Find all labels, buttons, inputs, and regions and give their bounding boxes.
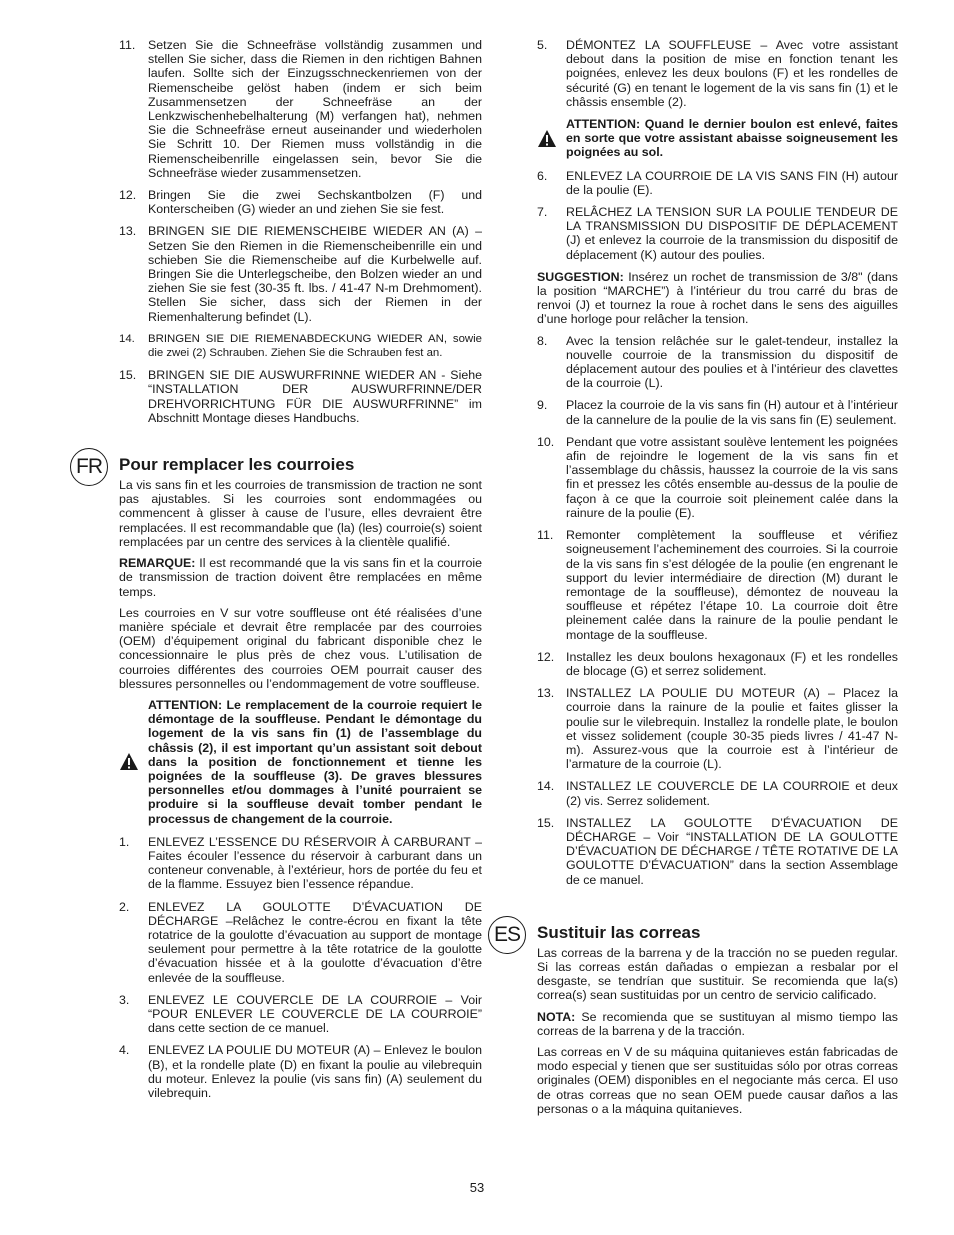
suggestion-text: Insérez un rochet de transmission de 3/8" (dans la position “MARCHE”) à l’intérieur du trou carré du bras de renvoi (J) et tournez la roue à rochet dans le sens des aiguilles d’une horloge pour relâcher la tension.: [537, 269, 898, 327]
item-text: Remonter complètement la souffleuse et vérifiez soigneusement l’acheminement des courroies. Si la courroie de la vis sans fin s’est délogée de la poulie (en engrenant le support du levier intermédiaire de direction (M) durant le remontage de la souffleuse), démontez de nouveau la souffleuse et répétez l’étape 10. La courroie doit être pleinement calée dans la rainure de la poulie pendant le montage de la souffleuse.: [566, 528, 898, 642]
warning-block: [537, 117, 898, 160]
item-text: ENLEVEZ L’ESSENCE DU RÉSERVOIR À CARBURANT – Faites écouler l’essence du réservoir à carburant dans un conteneur convenable, à l’extérieur, hors de portée du feu et de la flamme. Essuyez bien l’essence répandue.: [148, 834, 482, 892]
item-number: 7.: [537, 205, 548, 220]
warning-text: ATTENTION: Quand le dernier boulon est enlevé, faites en sorte que votre assistant abaisse soigneusement les poignées au sol.: [566, 117, 898, 160]
right-column: [493, 38, 898, 1123]
item-text: Avec la tension relâchée sur le galet-tendeur, installez la nouvelle courroie de la transmission du dispositif de déplacement autour des poulies et à l’intérieur des clavettes de la courroie (L).: [566, 333, 898, 391]
item-text: ENLEVEZ LA POULIE DU MOTEUR (A) – Enlevez le boulon (B), et la rondelle plate (D) en fixant la poulie au vilebrequin du moteur. Enlevez la poulie (vis sans fin) (A) seulement du vilebrequin.: [148, 1043, 482, 1100]
section-header-es: [493, 922, 898, 946]
language-badge-fr: FR: [70, 448, 108, 486]
item-text: INSTALLEZ LE COUVERCLE DE LA COURROIE et deux (2) vis. Serrez solidement.: [566, 779, 898, 808]
list-item: [119, 835, 482, 892]
item-number: 14.: [119, 332, 135, 345]
item-number: 6.: [537, 168, 548, 183]
warning-block: [119, 698, 482, 826]
note-text: Se recomienda que se sustituyan al mismo tiempo las correas de la barrena y de la tracción.: [537, 1009, 898, 1038]
paragraph-suggestion: [537, 270, 898, 327]
item-number: 12.: [119, 188, 137, 203]
item-text: ENLEVEZ LA COURROIE DE LA VIS SANS FIN (H) autour de la poulie (E).: [566, 168, 898, 197]
list-item: [119, 368, 482, 425]
note-label: NOTA:: [537, 1009, 576, 1024]
list-item: [537, 334, 898, 391]
note-label: REMARQUE:: [119, 556, 196, 571]
warning-text: ATTENTION: Le remplacement de la courroie requiert le démontage de la souffleuse. Pendant le démontage du logement de la vis sans fin (1) de l’assemblage du châssis (2), il est important qu’un assistant soit debout dans la position de fonctionnement et tienne les poignées de la souffleuse (3). De graves blessures personnelles et/ou dommages à l’unité pourraient se produire si la souffleuse devait tomber pendant le processus de changement de la courroie.: [148, 697, 482, 826]
item-text: Pendant que votre assistant soulève lentement les poignées afin de rejoindre le logement de la vis sans fin et l’assemblage du châssis, haussez la courroie de la vis sans fin et pressez les côtés ensemble au-dessus de la poulie de façon à ce que la courroie soit pleinement calée dans la rainure de la poulie (E).: [566, 434, 898, 520]
paragraph-note: [537, 1010, 898, 1038]
list-item: [537, 398, 898, 426]
item-number: 15.: [119, 368, 137, 383]
list-item: [537, 435, 898, 520]
item-number: 14.: [537, 779, 555, 794]
paragraph-note: [119, 556, 482, 599]
list-item: [119, 224, 482, 323]
list-item: [119, 188, 482, 216]
item-number: 4.: [119, 1043, 130, 1058]
list-item: [537, 816, 898, 887]
item-number: 11.: [537, 528, 554, 543]
list-item: [537, 169, 898, 197]
list-item: [537, 38, 898, 109]
item-text: Setzen Sie die Schneefräse vollständig zusammen und stellen Sie sicher, dass die Riemen in den richtigen Bahnen laufen. Sollte sich der Einzugsschneckenriemen von der Riemenscheibe gelöst haben (indem er sich beim Zusammensetzen der Schneefräse an der Lenkzwischenhebelhalterung (M) verfangen hat), nehmen Sie die Schneefräse erneut auseinander und wiederholen Sie Schritt 10. Der Riemen muss vollständig in die Riemenscheibenrille eingelassen sein, bevor Sie die Schneefräse wieder zusammensetzen.: [148, 38, 482, 180]
list-item: [537, 779, 898, 807]
item-number: 13.: [119, 224, 137, 239]
list-item: [119, 900, 482, 985]
item-text: Installez les deux boulons hexagonaux (F) et les rondelles de blocage (G) et serrez solidement.: [566, 649, 898, 678]
list-item: [537, 650, 898, 678]
item-number: 9.: [537, 398, 548, 413]
list-item: [119, 332, 482, 360]
item-text: ENLEVEZ LA GOULOTTE D’ÉVACUATION DE DÉCHARGE –Relâchez le contre-écrou en fixant la tête rotatrice de la goulotte d’évacuation au support de montage seulement pour permettre à la tête rotatrice de la goulotte d’évacuation hissée et à la goulotte d’évacuation d’être enlevée de la souffleuse.: [148, 899, 482, 985]
section-title: Pour remplacer les courroies: [119, 455, 355, 475]
list-item: [537, 528, 898, 642]
section-title: Sustituir las correas: [537, 922, 701, 942]
left-column: [76, 38, 482, 1108]
item-text: RELÂCHEZ LA TENSION SUR LA POULIE TENDEUR DE LA TRANSMISSION DU DISPOSITIF DE DÉPLACEMENT (J) et enlevez la courroie de la transmission du dispositif de déplacement (K) autour des poulies.: [566, 205, 898, 262]
item-text: Placez la courroie de la vis sans fin (H) autour et à l’intérieur de la cannelure de la poulie de la vis sans fin (E) seulement.: [566, 398, 898, 427]
item-number: 2.: [119, 899, 130, 914]
item-text: INSTALLEZ LA POULIE DU MOTEUR (A) – Placez la courroie dans la rainure de la poulie et faites glisser la poulie sur le vilebrequin. Installez la rondelle plate, le boulon et vissez solidement (couple 30-35 pieds livres / 41-47 N-m). Assurez-vous que la courroie est à l’intérieur de l’armature de la courroie (L).: [566, 686, 898, 772]
item-number: 10.: [537, 434, 555, 449]
item-number: 12.: [537, 649, 555, 664]
paragraph-oem: Las correas en V de su máquina quitanieves están fabricadas de modo especial y tienen que ser sustituidas sólo por otras correas originales (OEM) disponibles en el negociante más cerca. El uso de otras correas que no sean OEM puede causar daños a las personas o a la máquina quitanieves.: [537, 1044, 898, 1116]
item-text: Bringen Sie die zwei Sechskantbolzen (F) und Konterscheiben (G) wieder an und ziehen Sie sie fest.: [148, 188, 482, 217]
item-number: 5.: [537, 38, 548, 52]
section-header-fr: [76, 455, 482, 479]
item-text: INSTALLEZ LA GOULOTTE D’ÉVACUATION DE DÉCHARGE – Voir “INSTALLATION DE LA GOULOTTE D’ÉVACUATION DE DÉCHARGE / TÊTE ROTATIVE DE LA GOULOTTE D’ÉVACUATION” dans la section Assemblage de ce manuel.: [566, 815, 898, 887]
list-item: [537, 205, 898, 262]
item-text: ENLEVEZ LE COUVERCLE DE LA COURROIE – Voir “POUR ENLEVER LE COUVERCLE DE LA COURROIE” dans cette section de ce manuel.: [148, 992, 482, 1036]
page-number: 53: [469, 1180, 485, 1195]
item-text: BRINGEN SIE DIE RIEMENSCHEIBE WIEDER AN (A) – Setzen Sie den Riemen in die Riemenscheibenrille ein und schieben Sie die Riemenscheibe auf die Kurbelwelle auf. Bringen Sie die Unterlegscheibe, den Bolzen wieder an und ziehen Sie sie fest (30-35 ft. lbs. / 41-47 N-m Drehmoment). Stellen Sie sicher, dass sich der Riemen in der Riemenhalterung befindet (L).: [148, 224, 482, 324]
paragraph-intro: Las correas de la barrena y de la tracción no se pueden regular. Si las correas están dañadas o empiezan a resbalar por el desgaste, se tendrían que sustituir. Se recomienda que la(s) correa(s) sean sustituidas por un centro de servicio calificado.: [537, 945, 898, 1003]
item-number: 11.: [119, 38, 136, 52]
language-badge-es: ES: [488, 916, 526, 954]
item-number: 13.: [537, 686, 555, 701]
item-number: 15.: [537, 815, 555, 830]
warning-icon: [119, 698, 148, 826]
item-text: BRINGEN SIE DIE AUSWURFRINNE WIEDER AN - Siehe “INSTALLATION DER AUSWURFRINNE/DER DREHVORRICHTUNG FÜR DIE AUSWURFRINNE” im Abschnitt Montage dieses Handbuchs.: [148, 368, 482, 425]
paragraph-intro: La vis sans fin et les courroies de transmission de traction ne sont pas ajustables. Si les courroies sont endommagées ou commencent à glisser à cause de l’usure, elles devraient être remplacées. Il est recommandable que (la) (les) courroie(s) soient remplacées par un centre des services à la clientèle qualifié.: [119, 478, 482, 549]
item-number: 1.: [119, 834, 130, 849]
list-item: [537, 686, 898, 771]
list-item: [119, 38, 482, 180]
list-item: [119, 993, 482, 1036]
item-number: 3.: [119, 992, 130, 1007]
item-text: DÉMONTEZ LA SOUFFLEUSE – Avec votre assistant debout dans la position de mise en fonction tenant les poignées, enlevez les deux boulons (F) et les rondelles de sécurité (G) en tenant le logement de la vis sans fin (1) et le châssis ensemble (2).: [566, 38, 898, 109]
item-number: 8.: [537, 333, 548, 348]
note-text: Il est recommandé que la vis sans fin et la courroie de transmission de traction doivent être remplacées en même temps.: [119, 556, 482, 599]
paragraph-oem: Les courroies en V sur votre souffleuse ont été réalisées d’une manière spéciale et devrait être remplacée par des courroies (OEM) d’équipement original du fabricant disponible chez le concessionnaire le plus près de chez vous. L’utilisation de courroies différentes des courroies OEM pourrait causer des blessures personnelles ou l’endommagement de votre souffleuse.: [119, 605, 482, 691]
item-text: BRINGEN SIE DIE RIEMENABDECKUNG WIEDER AN, sowie die zwei (2) Schrauben. Ziehen Sie die Schrauben fest an.: [148, 332, 482, 360]
suggestion-label: SUGGESTION:: [537, 269, 624, 284]
warning-icon: [537, 117, 566, 160]
list-item: [119, 1043, 482, 1100]
